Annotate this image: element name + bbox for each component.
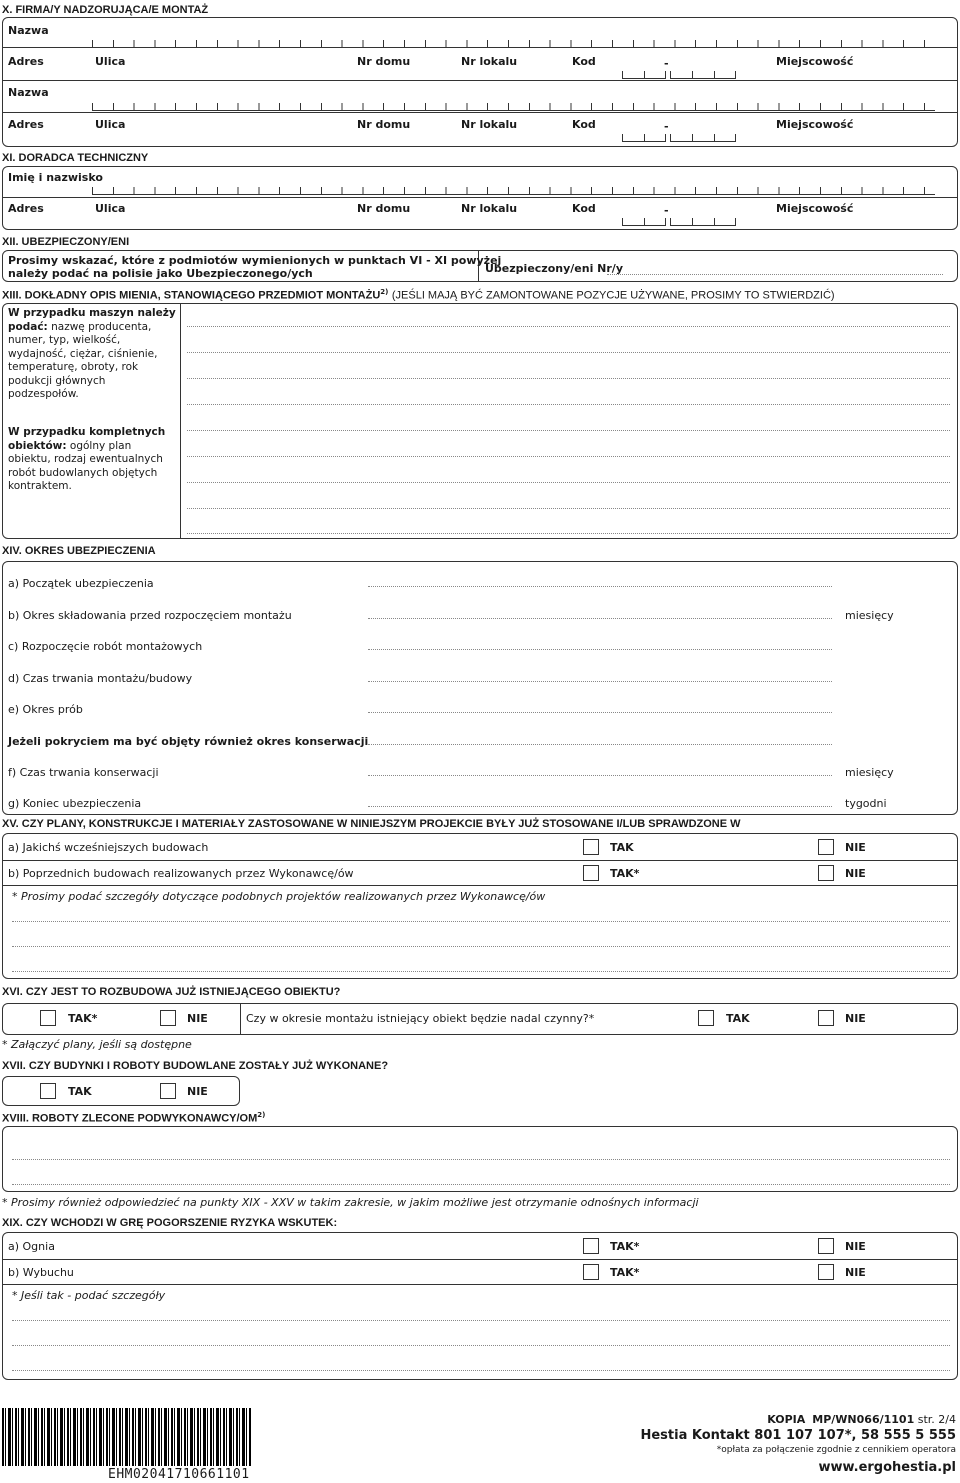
xiv-g-unit: tygodni xyxy=(845,797,887,810)
section-xiii-title-row xyxy=(2,288,835,302)
nr-lokalu-label-3: Nr lokalu xyxy=(461,202,518,215)
kod-dash: - xyxy=(664,57,669,70)
xv-a-nie-checkbox[interactable] xyxy=(818,839,834,855)
ubezpieczony-nr-field[interactable] xyxy=(607,274,943,275)
xvii-tak-label: TAK xyxy=(68,1085,92,1098)
barcode-image xyxy=(2,1408,252,1466)
kod-field-1a[interactable] xyxy=(622,71,666,79)
xiv-e-label: e) Okres prób xyxy=(8,703,83,716)
xix-a-tak-label: TAK* xyxy=(610,1240,640,1253)
barcode-number: EHM02041710661101 xyxy=(105,1467,253,1482)
xiv-j-label: Jeżeli pokryciem ma być objęty również okres konserwacji xyxy=(8,735,369,748)
xiv-e-field[interactable] xyxy=(368,712,832,713)
miejscowosc-label-3: Miejscowość xyxy=(776,202,854,215)
xiv-g-label: g) Koniec ubezpieczenia xyxy=(8,797,142,810)
xv-a-tak-label: TAK xyxy=(610,841,634,854)
xix-a-tak-checkbox[interactable] xyxy=(583,1238,599,1254)
footer-page: str. 2/4 xyxy=(917,1413,956,1426)
section-xvii-title: XVII. CZY BUDYNKI I ROBOTY BUDOWLANE ZOSTAŁY JUŻ WYKONANE? xyxy=(2,1060,389,1072)
xvii-nie-label: NIE xyxy=(187,1085,208,1098)
maszyny-instructions xyxy=(8,307,176,402)
xiv-f-field[interactable] xyxy=(368,775,832,776)
xix-line-2[interactable] xyxy=(12,1345,950,1346)
footer-kopia: KOPIA xyxy=(767,1413,806,1426)
opis-line-8[interactable] xyxy=(187,508,950,509)
ubezpieczony-nr-label: Ubezpieczony/eni Nr/y xyxy=(485,262,623,275)
kod-field-2b[interactable] xyxy=(670,134,736,142)
section-xiii-title: XIII. DOKŁADNY OPIS MIENIA, STANOWIĄCEGO PRZEDMIOT MONTAŻU xyxy=(2,289,381,302)
section-xv-box xyxy=(2,833,958,979)
opis-line-3[interactable] xyxy=(187,378,950,379)
kod-field-3b[interactable] xyxy=(670,218,736,226)
section-xv-title: XV. CZY PLANY, KONSTRUKCJE I MATERIAŁY ZASTOSOWANE W NINIEJSZYM PROJEKCIE BYŁY JUŻ STOSOWANE I/LUB SPRAWDZONE W xyxy=(2,818,741,830)
kod-dash-2: - xyxy=(664,120,669,133)
xiv-c-field[interactable] xyxy=(368,649,832,650)
xvi-q-tak-label: TAK xyxy=(726,1012,750,1025)
xiv-d-field[interactable] xyxy=(368,681,832,682)
adres-label: Adres xyxy=(8,55,44,68)
nazwa-field-1[interactable] xyxy=(92,40,935,48)
xvi-tak-checkbox[interactable] xyxy=(40,1010,56,1026)
nr-domu-label-3: Nr domu xyxy=(357,202,411,215)
section-xvi-title: XVI. CZY JEST TO ROZBUDOWA JUŻ ISTNIEJĄCEGO OBIEKTU? xyxy=(2,986,341,998)
kod-label: Kod xyxy=(572,55,596,68)
nr-domu-label: Nr domu xyxy=(357,55,411,68)
obiekty-bold: W przypadku kompletnych obiektów: xyxy=(8,426,166,452)
xv-line-1[interactable] xyxy=(12,921,950,922)
xix-a-label: a) Ognia xyxy=(8,1240,55,1253)
section-xviii-title-row xyxy=(2,1111,265,1125)
section-xi-title: XI. DORADCA TECHNICZNY xyxy=(2,152,149,164)
adres-label-2: Adres xyxy=(8,118,44,131)
section-xix-title: XIX. CZY WCHODZI W GRĘ POGORSZENIE RYZYKA WSKUTEK: xyxy=(2,1217,338,1229)
xvi-note: * Załączyć plany, jeśli są dostępne xyxy=(2,1038,192,1051)
kod-field-2a[interactable] xyxy=(622,134,666,142)
xv-b-nie-label: NIE xyxy=(845,867,866,880)
kod-dash-3: - xyxy=(664,204,669,217)
xiv-g-field[interactable] xyxy=(368,806,832,807)
miejscowosc-label-2: Miejscowość xyxy=(776,118,854,131)
xvii-tak-checkbox[interactable] xyxy=(40,1083,56,1099)
opis-line-4[interactable] xyxy=(187,404,950,405)
section-xiv-title: XIV. OKRES UBEZPIECZENIA xyxy=(2,545,156,557)
kod-field-3a[interactable] xyxy=(622,218,666,226)
imie-label: Imię i nazwisko xyxy=(8,171,103,184)
xv-line-3[interactable] xyxy=(12,971,950,972)
nr-domu-label-2: Nr domu xyxy=(357,118,411,131)
obiekty-text: ogólny plan obiektu, rodzaj ewentualnych robót budowlanych objętych kontraktem. xyxy=(8,439,163,492)
ulica-label-3: Ulica xyxy=(95,202,126,215)
opis-line-6[interactable] xyxy=(187,456,950,457)
xvi-nie-checkbox[interactable] xyxy=(160,1010,176,1026)
kod-label-2: Kod xyxy=(572,118,596,131)
footer-code: MP/WN066/1101 xyxy=(812,1413,915,1426)
xvi-nie-label: NIE xyxy=(187,1012,208,1025)
xix-line-3[interactable] xyxy=(12,1370,950,1371)
xiv-d-label: d) Czas trwania montażu/budowy xyxy=(8,672,193,685)
section-xiii-note: (JEŚLI MAJĄ BYĆ ZAMONTOWANE POZYCJE UŻYWANE, PROSIMY TO STWIERDZIĆ) xyxy=(391,289,835,302)
xiv-a-label: a) Początek ubezpieczenia xyxy=(8,577,154,590)
xii-text-2: należy podać na polisie jako Ubezpieczonego/ych xyxy=(8,267,313,280)
section-xi-box xyxy=(2,166,958,230)
section-x-title: X. FIRMA/Y NADZORUJĄCA/E MONTAŻ xyxy=(2,4,209,16)
footer-www-link[interactable]: www.ergohestia.pl xyxy=(818,1460,956,1475)
obiekty-instructions xyxy=(8,426,176,494)
xv-line-2[interactable] xyxy=(12,946,950,947)
section-xiii-sup: 2) xyxy=(380,288,389,296)
xviii-line-1[interactable] xyxy=(12,1159,950,1160)
adres-label-3: Adres xyxy=(8,202,44,215)
xiv-b-label: b) Okres składowania przed rozpoczęciem montażu xyxy=(8,609,292,622)
xiv-b-field[interactable] xyxy=(368,618,832,619)
xvi-tak-label: TAK* xyxy=(68,1012,98,1025)
xv-a-tak-checkbox[interactable] xyxy=(583,839,599,855)
ulica-label-2: Ulica xyxy=(95,118,126,131)
xvi-q-nie-checkbox[interactable] xyxy=(818,1010,834,1026)
xix-b-nie-checkbox[interactable] xyxy=(818,1264,834,1280)
section-xix-box xyxy=(2,1232,958,1380)
xv-a-label: a) Jakichś wcześniejszych budowach xyxy=(8,841,209,854)
xix-xxv-note: * Prosimy również odpowiedzieć na punkty XIX - XXV w takim zakresie, w jakim możliwe jest otrzymanie odnośnych informacji xyxy=(2,1196,699,1209)
xvi-question: Czy w okresie montażu istniejący obiekt będzie nadal czynny?* xyxy=(246,1012,595,1025)
nazwa-field-2[interactable] xyxy=(92,103,935,111)
kod-field-1b[interactable] xyxy=(670,71,736,79)
xiv-c-label: c) Rozpoczęcie robót montażowych xyxy=(8,640,203,653)
xvi-q-tak-checkbox[interactable] xyxy=(698,1010,714,1026)
xv-b-tak-checkbox[interactable] xyxy=(583,865,599,881)
nr-lokalu-label-2: Nr lokalu xyxy=(461,118,518,131)
xiv-j-field[interactable] xyxy=(368,744,832,745)
xix-b-label: b) Wybuchu xyxy=(8,1266,74,1279)
xix-b-nie-label: NIE xyxy=(845,1266,866,1279)
section-xii-title: XII. UBEZPIECZONY/ENI xyxy=(2,236,130,248)
opis-line-1[interactable] xyxy=(187,326,950,327)
xii-text-1: Prosimy wskazać, które z podmiotów wymienionych w punktach VI - XI powyżej xyxy=(8,254,502,267)
opis-line-9[interactable] xyxy=(187,533,950,534)
imie-field[interactable] xyxy=(92,187,935,195)
xix-a-nie-checkbox[interactable] xyxy=(818,1238,834,1254)
nazwa-label: Nazwa xyxy=(8,24,49,37)
xix-b-tak-checkbox[interactable] xyxy=(583,1264,599,1280)
kod-label-3: Kod xyxy=(572,202,596,215)
section-xviii-sup: 2) xyxy=(257,1111,266,1119)
opis-line-7[interactable] xyxy=(187,482,950,483)
footer-code-row xyxy=(767,1413,956,1426)
nazwa-label-2: Nazwa xyxy=(8,86,49,99)
xiv-f-label: f) Czas trwania konserwacji xyxy=(8,766,159,779)
xix-b-tak-label: TAK* xyxy=(610,1266,640,1279)
xiv-b-unit: miesięcy xyxy=(845,609,894,622)
xvii-nie-checkbox[interactable] xyxy=(160,1083,176,1099)
opis-line-2[interactable] xyxy=(187,352,950,353)
maszyny-text: nazwę producenta, numer, typ, wielkość, wydajność, ciężar, ciśnienie, temperaturę, obroty, rok podukcji głównych podzespołów. xyxy=(8,320,158,400)
xiv-a-field[interactable] xyxy=(368,586,832,587)
opis-line-5[interactable] xyxy=(187,430,950,431)
nr-lokalu-label: Nr lokalu xyxy=(461,55,518,68)
maszyny-bold: W przypadku maszyn należy podać: xyxy=(8,307,176,333)
xv-b-label: b) Poprzednich budowach realizowanych przez Wykonawcę/ów xyxy=(8,867,354,880)
miejscowosc-label: Miejscowość xyxy=(776,55,854,68)
xv-b-tak-label: TAK* xyxy=(610,867,640,880)
xviii-line-2[interactable] xyxy=(12,1184,950,1185)
xv-note: * Prosimy podać szczegóły dotyczące podobnych projektów realizowanych przez Wykonawcę/ów xyxy=(12,890,546,903)
ulica-label: Ulica xyxy=(95,55,126,68)
xix-line-1[interactable] xyxy=(12,1320,950,1321)
xv-a-nie-label: NIE xyxy=(845,841,866,854)
xv-b-nie-checkbox[interactable] xyxy=(818,865,834,881)
xix-a-nie-label: NIE xyxy=(845,1240,866,1253)
section-xviii-title: XVIII. ROBOTY ZLECONE PODWYKONAWCY/OM xyxy=(2,1112,258,1125)
xix-note: * Jeśli tak - podać szczegóły xyxy=(12,1289,166,1302)
footer-oplata: *opłata za połączenie zgodnie z cennikiem operatora xyxy=(716,1445,956,1455)
footer-kontakt: Hestia Kontakt 801 107 107*, 58 555 5 555 xyxy=(640,1428,956,1443)
xiv-f-unit: miesięcy xyxy=(845,766,894,779)
xvi-q-nie-label: NIE xyxy=(845,1012,866,1025)
